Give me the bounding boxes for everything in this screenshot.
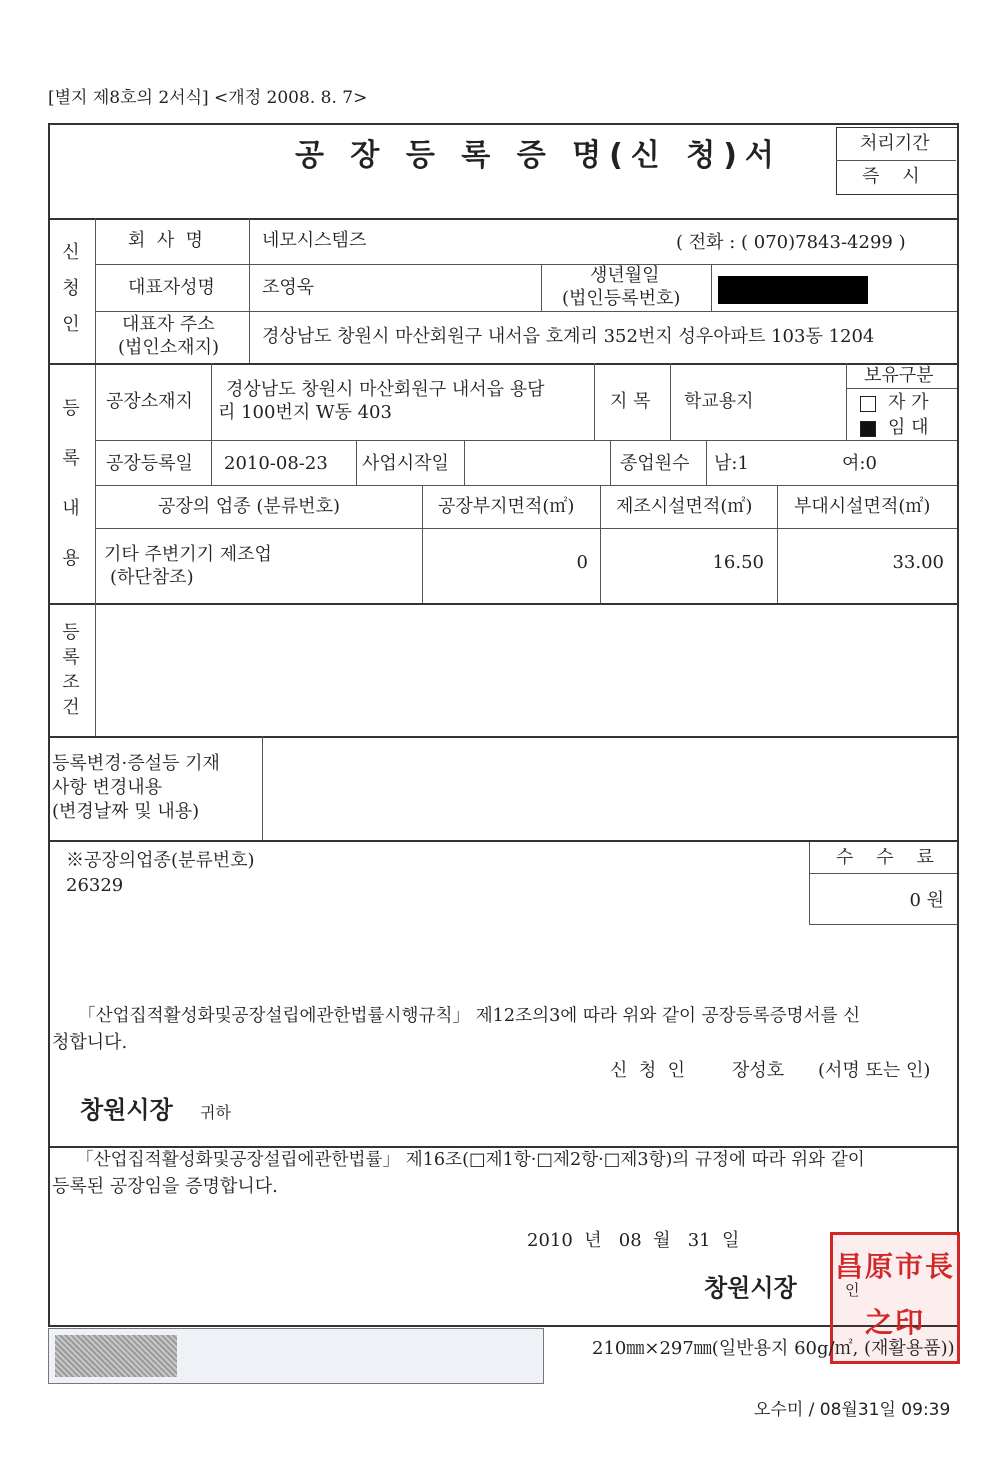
applicant-section-label: 신 청 인	[62, 242, 80, 335]
changes-divider	[262, 736, 263, 840]
applicant-row-line-2	[95, 311, 957, 312]
ownership-header-line	[846, 388, 957, 389]
frame-top	[48, 123, 958, 125]
reg-date-col-2	[464, 440, 465, 485]
certification-top-line	[48, 1146, 958, 1148]
site-area-value: 0	[576, 552, 588, 573]
fee-divider	[809, 873, 957, 874]
applicant-label-col	[249, 218, 250, 363]
registration-date-label: 공장등록일	[106, 453, 193, 474]
industry-note: (하단참조)	[110, 567, 194, 588]
changes-top-line	[48, 736, 958, 738]
issuer-stamp: 오수미 / 08월31일 09:39	[754, 1400, 951, 1420]
seal-mark: 인	[845, 1281, 860, 1299]
land-col-mid	[670, 363, 671, 440]
area-col-3	[777, 485, 778, 603]
company-name: 네모시스템즈	[262, 230, 367, 251]
factory-label-col	[211, 363, 212, 485]
document-title: 공 장 등 록 증 명(신 청)서	[295, 138, 782, 173]
fee-value: 0 원	[909, 890, 944, 911]
area-header-bottom-line	[95, 528, 957, 529]
changes-label-3: (변경날짜 및 내용)	[52, 801, 200, 822]
factory-location-line2: 리 100번지 W동 403	[218, 402, 392, 423]
frame-bottom	[48, 1325, 959, 1327]
application-text-1: 「산업집적활성화및공장설립에관한법률시행규칙」 제12조의3에 따라 위와 같이 공장등록증명서를 신	[78, 1006, 861, 1026]
site-area-header: 공장부지면적(㎡)	[438, 496, 575, 517]
changes-label-1: 등록변경·증설등 기재	[52, 753, 220, 774]
reg-date-col-3	[610, 440, 611, 485]
application-text-2: 청합니다.	[52, 1032, 128, 1053]
ownership-lease-checkbox[interactable]	[860, 421, 876, 437]
processing-label: 처리기간	[860, 133, 930, 154]
fee-label: 수 수 료	[836, 847, 934, 868]
employees-male: 남:1	[714, 453, 749, 474]
industry-code: 26329	[66, 875, 124, 896]
processing-divider	[836, 160, 956, 161]
aux-area-value: 33.00	[892, 552, 944, 573]
honorific: 귀하	[200, 1103, 231, 1122]
redacted-birth-number	[718, 276, 868, 304]
land-type: 학교용지	[684, 391, 754, 412]
industry-header: 공장의 업종 (분류번호)	[158, 496, 340, 517]
industry-code-label: ※공장의업종(분류번호)	[66, 850, 255, 871]
representative-address: 경상남도 창원시 마산회원구 내서읍 호계리 352번지 성우아파트 103동 1204	[262, 326, 875, 347]
land-type-label: 지 목	[610, 391, 651, 412]
birth-label: 생년월일	[590, 265, 660, 286]
area-header-top-line	[95, 485, 957, 486]
area-col-1	[422, 485, 423, 603]
footer-banner	[48, 1328, 544, 1384]
representative-label: 대표자성명	[128, 277, 215, 298]
certification-text-2: 등록된 공장임을 증명합니다.	[52, 1176, 278, 1197]
address-sublabel: (법인소재지)	[118, 337, 219, 358]
processing-value: 즉 시	[862, 166, 920, 187]
factory-location-label: 공장소재지	[106, 391, 193, 412]
applicant-section-divider	[95, 218, 96, 603]
industry-name: 기타 주변기기 제조업	[104, 544, 272, 565]
representative-name: 조영욱	[262, 277, 315, 298]
area-col-2	[600, 485, 601, 603]
factory-location-line1: 경상남도 창원시 마산회원구 내서읍 용담	[226, 379, 545, 400]
signature-hint: (서명 또는 인)	[818, 1060, 931, 1081]
changes-label-2: 사항 변경내용	[52, 777, 163, 798]
ownership-own-checkbox[interactable]	[860, 396, 876, 412]
birth-col-left	[541, 264, 542, 311]
mfg-area-value: 16.50	[712, 552, 764, 573]
certification-text-1: 「산업집적활성화및공장설립에관한법률」 제16조(□제1항·□제2항·□제3항)의 규정에 따라 위와 같이	[76, 1150, 865, 1170]
employees-female: 여:0	[842, 453, 877, 474]
applicant-label: 신 청 인	[610, 1060, 686, 1081]
applicant-top-line	[48, 218, 958, 220]
reg-date-col-4	[706, 440, 707, 485]
aux-area-header: 부대시설면적(㎡)	[794, 496, 931, 517]
issuer-name: 창원시장	[704, 1274, 797, 1302]
form-reference: [별지 제8호의 2서식] <개정 2008. 8. 7>	[48, 88, 368, 108]
business-start-label: 사업시작일	[362, 453, 449, 474]
registration-section-label: 등 록 내 용	[62, 398, 80, 569]
applicant-row-line-1	[95, 264, 957, 265]
ownership-lease-label: 임 대	[888, 417, 929, 438]
addressee: 창원시장	[80, 1096, 173, 1124]
land-col-left	[594, 363, 595, 440]
birth-col-right	[711, 264, 712, 311]
paper-spec: 210㎜×297㎜(일반용지 60g/㎡, (재활용품))	[592, 1338, 955, 1359]
reg-date-top-line	[95, 440, 957, 441]
barcode-pattern-icon	[55, 1335, 177, 1377]
reg-date-col-1	[356, 440, 357, 485]
conditions-top-line	[48, 603, 958, 605]
birth-sublabel: (법인등록번호)	[562, 288, 681, 309]
registration-top-line	[48, 363, 958, 365]
applicant-name: 장성호	[732, 1060, 785, 1081]
certification-date: 2010 년 08 월 31 일	[527, 1230, 740, 1251]
address-label: 대표자 주소	[122, 314, 215, 335]
employees-label: 종업원수	[620, 453, 690, 474]
official-seal-icon: 昌原市長 之印	[830, 1232, 960, 1364]
company-name-label: 회 사 명	[128, 230, 204, 251]
ownership-col	[846, 363, 847, 440]
ownership-label: 보유구분	[864, 365, 934, 386]
conditions-divider	[95, 603, 96, 736]
ownership-own-label: 자 가	[888, 392, 929, 413]
registration-date: 2010-08-23	[224, 453, 328, 474]
mfg-area-header: 제조시설면적(㎡)	[616, 496, 753, 517]
company-phone: ( 전화 : ( 070)7843-4299 )	[676, 232, 906, 253]
conditions-label: 등 록 조 건	[62, 622, 80, 718]
